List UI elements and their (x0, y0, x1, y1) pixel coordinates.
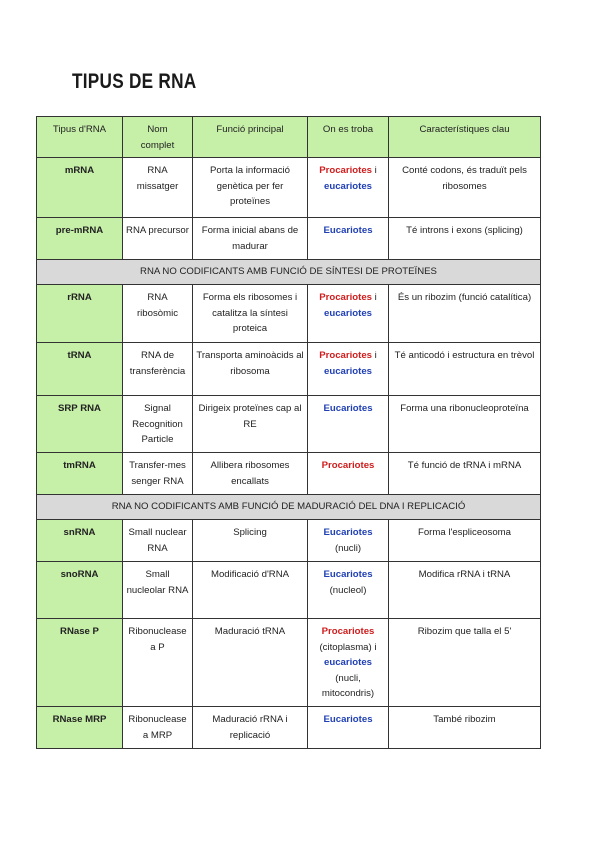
eukaryote-label: Eucariotes (323, 225, 373, 236)
location-separator: i (372, 350, 377, 361)
rna-location (308, 520, 389, 562)
rna-features: Té anticodó i estructura en trèvol (389, 343, 541, 396)
table-header-row (37, 117, 541, 158)
prokaryote-label: Procariotes (321, 460, 375, 471)
page-title: TIPUS DE RNA (72, 70, 197, 93)
prokaryote-label: Procariotes (319, 350, 372, 361)
rna-function: Dirigeix proteïnes cap al RE (193, 396, 308, 453)
table-row (37, 396, 541, 453)
section-row (37, 260, 541, 285)
rna-location (308, 453, 389, 495)
table-row (37, 707, 541, 749)
rna-features: Té introns i exons (splicing) (389, 218, 541, 260)
rna-features: Té funció de tRNA i mRNA (389, 453, 541, 495)
rna-features: Forma una ribonucleoproteïna (389, 396, 541, 453)
rna-type: SRP RNA (37, 396, 123, 453)
rna-location (308, 562, 389, 619)
rna-full-name: RNA precursor (123, 218, 193, 260)
prokaryote-label: Procariotes (321, 626, 375, 637)
header-location: On es troba (308, 117, 389, 158)
rna-location (308, 218, 389, 260)
rna-function: Maduració tRNA (193, 619, 308, 707)
section-heading: RNA NO CODIFICANTS AMB FUNCIÓ DE MADURACIÓ DEL DNA I REPLICACIÓ (37, 495, 541, 520)
rna-features: Forma l'espliceosoma (389, 520, 541, 562)
rna-location (308, 619, 389, 707)
rna-type: RNase P (37, 619, 123, 707)
rna-full-name: Ribonuclease a MRP (123, 707, 193, 749)
rna-location (308, 285, 389, 343)
header-type: Tipus d'RNA (37, 117, 123, 158)
rna-function: Forma inicial abans de madurar (193, 218, 308, 260)
location-note: (citoplasma) i (319, 641, 377, 653)
eukaryote-label: Eucariotes (323, 569, 373, 580)
rna-location (308, 396, 389, 453)
rna-features: Conté codons, és traduït pels ribosomes (389, 158, 541, 218)
eukaryote-label: eucariotes (324, 657, 372, 668)
location-note: (nucli) (334, 542, 362, 554)
rna-function: Porta la informació genètica per fer proteïnes (193, 158, 308, 218)
table-row (37, 453, 541, 495)
rna-location (308, 343, 389, 396)
rna-full-name: RNA de transferència (123, 343, 193, 396)
eukaryote-label: eucariotes (324, 180, 372, 192)
rna-full-name: RNA missatger (123, 158, 193, 218)
rna-type: rRNA (37, 285, 123, 343)
table-row (37, 562, 541, 619)
table-row (37, 619, 541, 707)
rna-full-name: Small nucleolar RNA (123, 562, 193, 619)
prokaryote-label: Procariotes (319, 292, 372, 303)
table-row (37, 218, 541, 260)
rna-full-name: Signal Recognition Particle (123, 396, 193, 453)
eukaryote-label: Eucariotes (323, 527, 373, 538)
rna-full-name: Ribonuclease a P (123, 619, 193, 707)
rna-function: Transporta aminoàcids al ribosoma (193, 343, 308, 396)
rna-full-name: RNA ribosòmic (123, 285, 193, 343)
eukaryote-label: eucariotes (324, 365, 372, 377)
rna-function: Splicing (193, 520, 308, 562)
rna-type: mRNA (37, 158, 123, 218)
header-features: Característiques clau (389, 117, 541, 158)
rna-type: snoRNA (37, 562, 123, 619)
location-separator: i (372, 165, 377, 176)
rna-types-table (36, 116, 541, 749)
header-function: Funció principal (193, 117, 308, 158)
rna-function: Forma els ribosomes i catalitza la síntesi proteica (193, 285, 308, 343)
eukaryote-label: Eucariotes (323, 403, 373, 414)
rna-function: Modificació d'RNA (193, 562, 308, 619)
rna-type: pre-mRNA (37, 218, 123, 260)
section-row (37, 495, 541, 520)
eukaryote-label: eucariotes (324, 307, 372, 319)
prokaryote-label: Procariotes (319, 165, 372, 176)
rna-type: RNase MRP (37, 707, 123, 749)
table-row (37, 520, 541, 562)
rna-function: Maduració rRNA i replicació (193, 707, 308, 749)
rna-full-name: Small nuclear RNA (123, 520, 193, 562)
rna-features: Ribozim que talla el 5' (389, 619, 541, 707)
rna-location (308, 707, 389, 749)
rna-type: snRNA (37, 520, 123, 562)
location-note: (nucli, mitocondris) (321, 672, 375, 699)
rna-features: També ribozim (389, 707, 541, 749)
rna-features: És un ribozim (funció catalítica) (389, 285, 541, 343)
rna-location (308, 158, 389, 218)
table-row (37, 285, 541, 343)
location-note: (nucleol) (329, 584, 367, 596)
table-row (37, 158, 541, 218)
header-full-name: Nom complet (123, 117, 193, 158)
rna-type: tRNA (37, 343, 123, 396)
section-heading: RNA NO CODIFICANTS AMB FUNCIÓ DE SÍNTESI DE PROTEÏNES (37, 260, 541, 285)
rna-full-name: Transfer-mes senger RNA (123, 453, 193, 495)
table-row (37, 343, 541, 396)
rna-features: Modifica rRNA i tRNA (389, 562, 541, 619)
rna-function: Allibera ribosomes encallats (193, 453, 308, 495)
eukaryote-label: Eucariotes (323, 714, 373, 725)
rna-type: tmRNA (37, 453, 123, 495)
location-separator: i (372, 292, 377, 303)
